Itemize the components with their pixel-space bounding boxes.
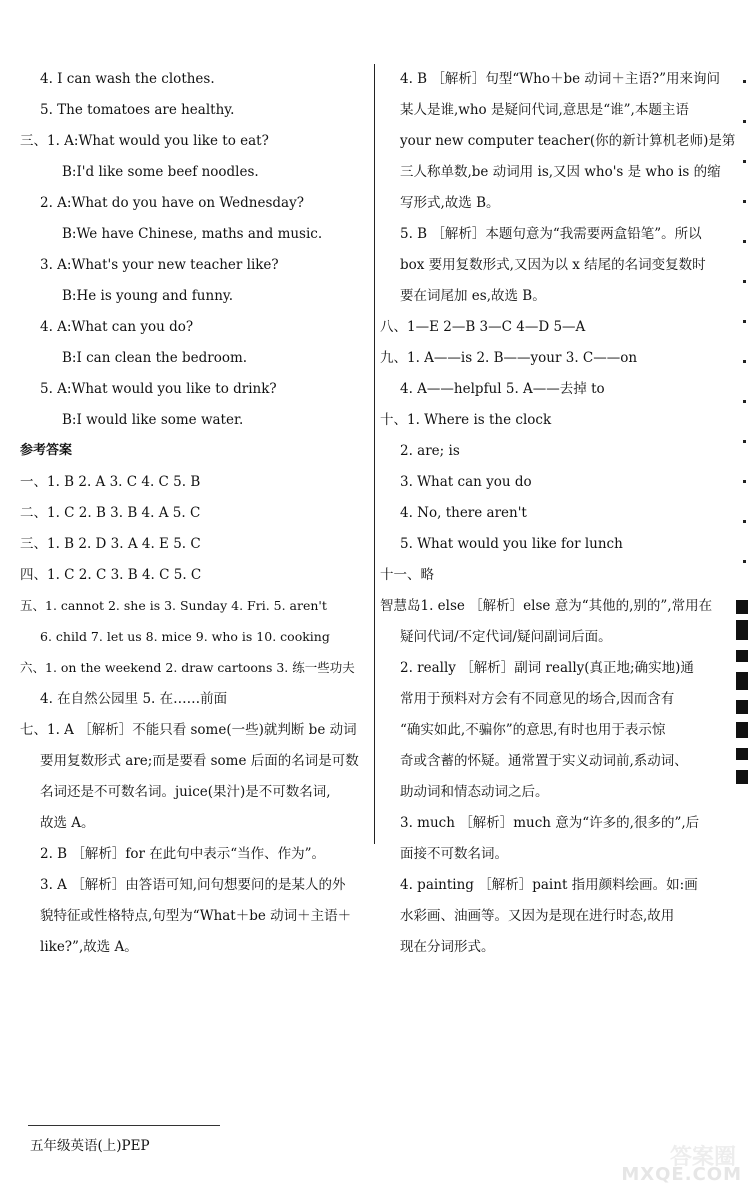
- explanation-line: 要用复数形式 are;而是要看 some 后面的名词是可数: [40, 753, 359, 769]
- answer-line: 十一、略: [380, 567, 434, 583]
- answer-line: 八、1—E 2—B 3—C 4—D 5—A: [380, 319, 586, 335]
- watermark-logo: 答案圈: [669, 1145, 736, 1170]
- answer-line: 2. are; is: [400, 443, 460, 459]
- explanation-line: 写形式,故选 B。: [400, 195, 500, 211]
- answer-line: 4. No, there aren't: [400, 505, 527, 521]
- answer-line: 6. child 7. let us 8. mice 9. who is 10. cooking: [40, 629, 330, 644]
- answer-line: 六、1. on the weekend 2. draw cartoons 3. 练一些功夫: [20, 660, 355, 675]
- text-line: B:I would like some water.: [62, 412, 244, 428]
- explanation-line: 三人称单数,be 动词用 is,又因 who's 是 who is 的缩: [400, 164, 721, 180]
- answer-line: 4. 在自然公园里 5. 在……前面: [40, 691, 228, 707]
- explanation-line: your new computer teacher(你的新计算机老师)是第: [400, 133, 736, 149]
- answer-line: 一、1. B 2. A 3. C 4. C 5. B: [20, 474, 201, 490]
- answer-line: 五、1. cannot 2. she is 3. Sunday 4. Fri. 5. aren't: [20, 598, 327, 613]
- explanation-line: 助动词和情态动词之后。: [400, 784, 549, 800]
- binding-edge-marks: [734, 60, 750, 800]
- explanation-line: 某人是谁,who 是疑问代词,意思是“谁”,本题主语: [400, 102, 689, 118]
- answer-line: 九、1. A——is 2. B——your 3. C——on: [380, 350, 638, 366]
- text-line: B:I can clean the bedroom.: [62, 350, 248, 366]
- text-line: 4. A:What can you do?: [40, 319, 194, 335]
- explanation-line: 智慧岛1. else ［解析］else 意为“其他的,别的”,常用在: [380, 598, 713, 614]
- page-footer-label: 五年级英语(上)PEP: [30, 1138, 150, 1154]
- explanation-line: 面接不可数名词。: [400, 846, 508, 862]
- explanation-line: 3. much ［解析］much 意为“许多的,很多的”,后: [400, 815, 700, 831]
- explanation-line: like?”,故选 A。: [40, 939, 138, 955]
- explanation-line: 疑问代词/不定代词/疑问副词后面。: [400, 629, 612, 645]
- explanation-line: 2. B ［解析］for 在此句中表示“当作、作为”。: [40, 846, 326, 862]
- answer-line: 四、1. C 2. C 3. B 4. C 5. C: [20, 567, 202, 583]
- watermark-text: MXQE.COM: [621, 1164, 742, 1185]
- explanation-line: 七、1. A ［解析］不能只看 some(一些)就判断 be 动词: [20, 722, 357, 738]
- column-divider: [374, 64, 375, 844]
- text-line: 5. The tomatoes are healthy.: [40, 102, 235, 118]
- explanation-line: box 要用复数形式,又因为以 x 结尾的名词变复数时: [400, 257, 706, 273]
- explanation-line: 4. painting ［解析］paint 指用颜料绘画。如:画: [400, 877, 698, 893]
- answer-line: 十、1. Where is the clock: [380, 412, 552, 428]
- explanation-line: 现在分词形式。: [400, 939, 495, 955]
- footer-rule: [28, 1125, 220, 1126]
- explanation-line: 5. B ［解析］本题句意为“我需要两盒铅笔”。所以: [400, 226, 702, 242]
- text-line: B:We have Chinese, maths and music.: [62, 226, 323, 242]
- text-line: 2. A:What do you have on Wednesday?: [40, 195, 304, 211]
- text-line: B:He is young and funny.: [62, 288, 234, 304]
- explanation-line: 水彩画、油画等。又因为是现在进行时态,故用: [400, 908, 675, 924]
- section-line: 三、1. A:What would you like to eat?: [20, 133, 269, 149]
- answer-line: 4. A——helpful 5. A——去掉 to: [400, 381, 605, 397]
- answer-line: 三、1. B 2. D 3. A 4. E 5. C: [20, 536, 201, 552]
- explanation-line: 奇或含蓄的怀疑。通常置于实义动词前,系动词、: [400, 753, 688, 769]
- explanation-line: 常用于预料对方会有不同意见的场合,因而含有: [400, 691, 675, 707]
- explanation-line: “确实如此,不骗你”的意思,有时也用于表示惊: [400, 722, 666, 738]
- explanation-line: 名词还是不可数名词。juice(果汁)是不可数名词,: [40, 784, 331, 800]
- text-line: 3. A:What's your new teacher like?: [40, 257, 279, 273]
- explanation-line: 故选 A。: [40, 815, 95, 831]
- answer-line: 二、1. C 2. B 3. B 4. A 5. C: [20, 505, 201, 521]
- explanation-line: 3. A ［解析］由答语可知,问句想要问的是某人的外: [40, 877, 346, 893]
- text-line: B:I'd like some beef noodles.: [62, 164, 259, 180]
- explanation-line: 要在词尾加 es,故选 B。: [400, 288, 546, 304]
- answers-heading: 参考答案: [20, 443, 73, 458]
- answer-line: 5. What would you like for lunch: [400, 536, 623, 552]
- text-line: 4. I can wash the clothes.: [40, 71, 215, 87]
- text-line: 5. A:What would you like to drink?: [40, 381, 277, 397]
- explanation-line: 4. B ［解析］句型“Who＋be 动词＋主语?”用来询问: [400, 71, 721, 87]
- explanation-line: 貌特征或性格特点,句型为“What＋be 动词＋主语＋: [40, 908, 352, 924]
- explanation-line: 2. really ［解析］副词 really(真正地;确实地)通: [400, 660, 694, 676]
- answer-line: 3. What can you do: [400, 474, 532, 490]
